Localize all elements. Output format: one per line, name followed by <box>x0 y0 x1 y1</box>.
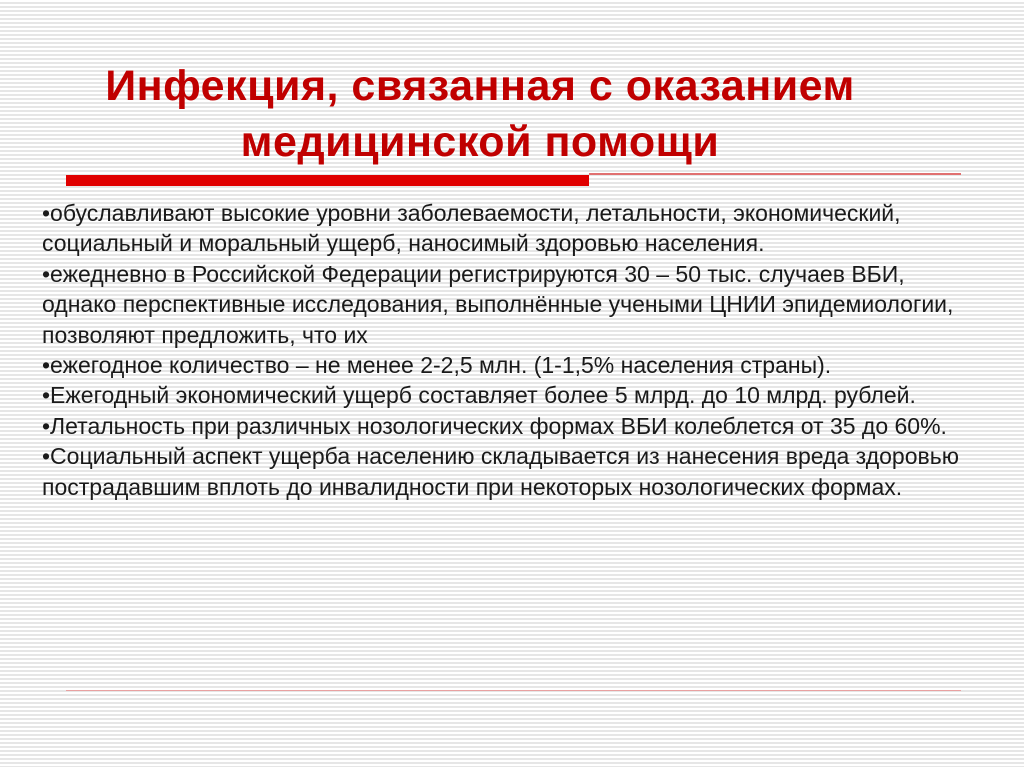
slide-title-line-1: Инфекция, связанная с оказанием <box>105 62 855 110</box>
bullet-list <box>42 198 977 502</box>
footer-divider <box>66 690 961 691</box>
bullet-item: •обуславливают высокие уровни заболеваемости, летальности, экономический, социальный и моральный ущерб, наносимый здоровью населения. <box>42 200 901 257</box>
slide-title-line-2: медицинской помощи <box>240 118 720 166</box>
bullet-item: •Ежегодный экономический ущерб составляет более 5 млрд. до 10 млрд. рублей. <box>42 382 916 409</box>
title-underline-thin-rule <box>589 173 961 175</box>
bullet-item: •Социальный аспект ущерба населению складывается из нанесения вреда здоровью пострадавшим вплоть до инвалидности при некоторых нозологических формах. <box>42 443 959 500</box>
bullet-item: •ежедневно в Российской Федерации регистрируются 30 – 50 тыс. случаев ВБИ, однако перспективные исследования, выполнённые учеными ЦНИИ эпидемиологии, позволяют предложить, что их <box>42 260 954 348</box>
title-underline-accent-bar <box>66 175 589 186</box>
bullet-item: •Летальность при различных нозологических формах ВБИ колеблется от 35 до 60%. <box>42 412 947 439</box>
bullet-item: •ежегодное количество – не менее 2-2,5 млн. (1-1,5% населения страны). <box>42 352 832 379</box>
slide-title <box>0 58 960 170</box>
